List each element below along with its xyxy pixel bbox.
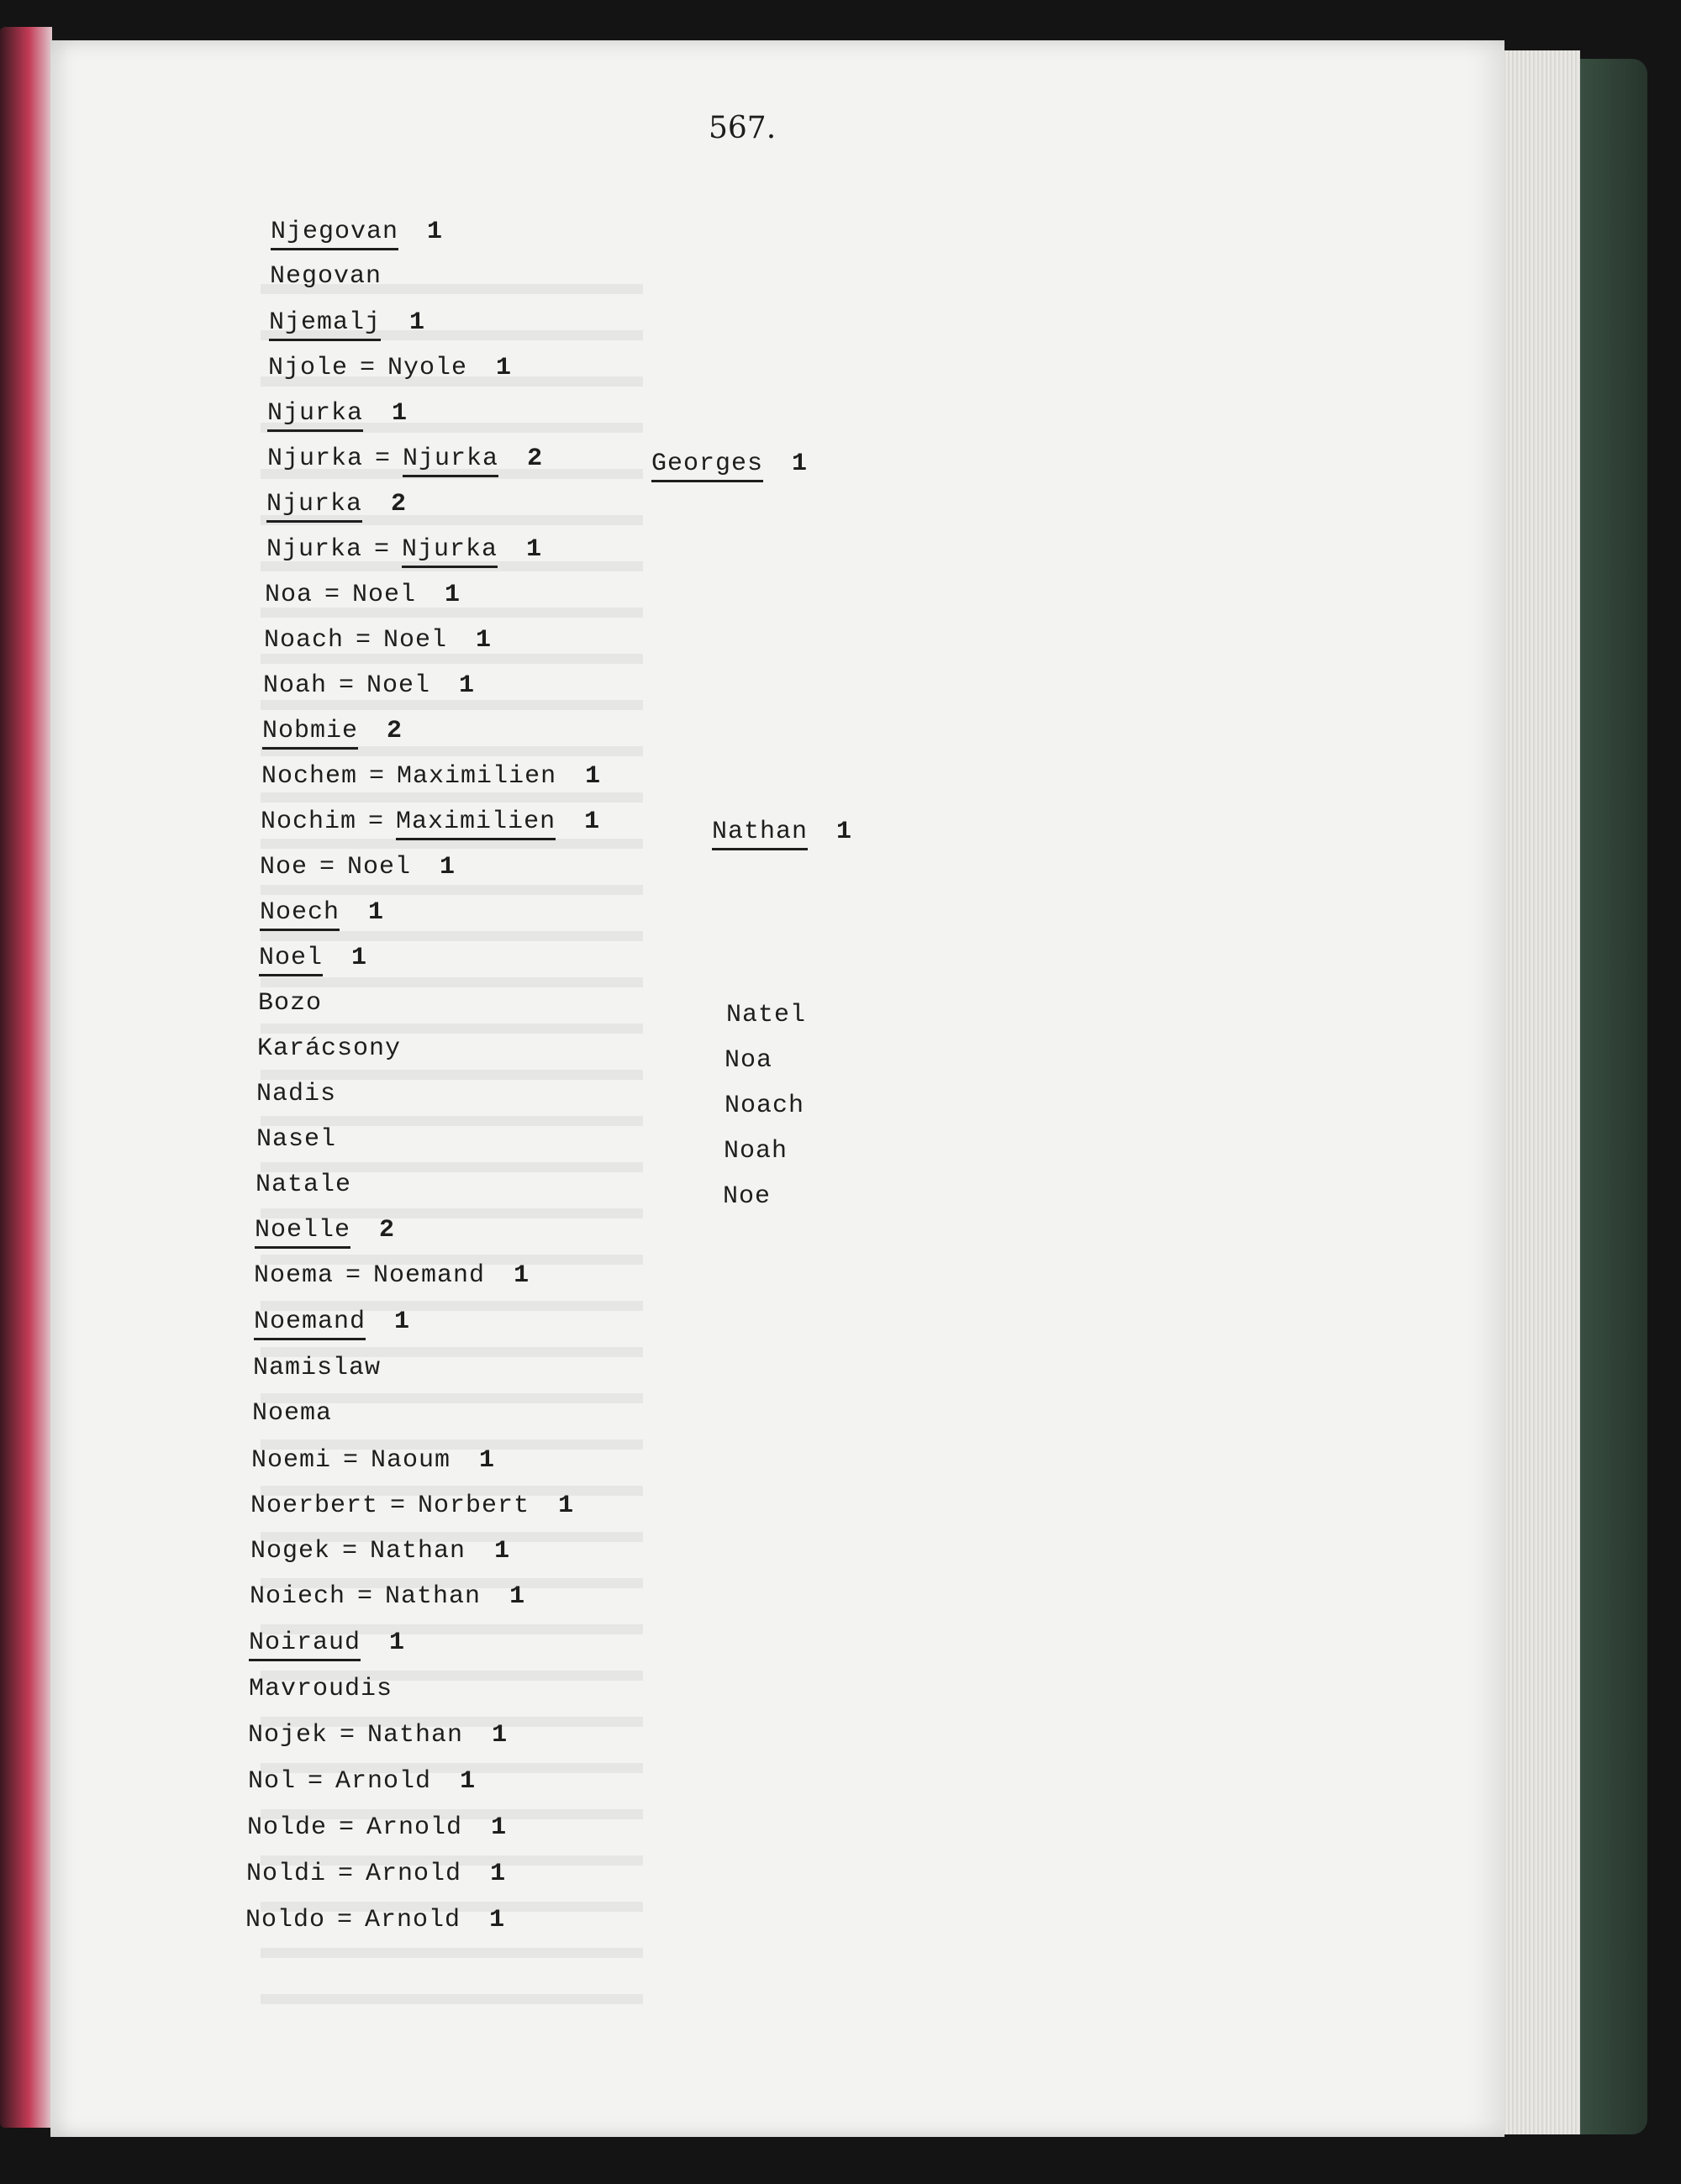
entry-name: Georges (651, 450, 763, 482)
entry-name: Noa (725, 1046, 773, 1075)
list-item (267, 398, 408, 429)
entry-count: 1 (792, 450, 809, 478)
list-item (256, 1079, 336, 1109)
entry-target: Noemand (373, 1261, 486, 1290)
entry-name: Njurka (267, 399, 363, 432)
list-item (249, 1674, 393, 1704)
entry-count: 1 (389, 1629, 406, 1657)
entry-name: Nojek (248, 1721, 329, 1750)
entry-name: Noech (260, 898, 340, 931)
entry-name: Noema (254, 1261, 335, 1290)
entry-count: 1 (526, 535, 543, 564)
entry-count: 1 (440, 853, 456, 881)
list-item (245, 1905, 505, 1935)
entry-name: Nadis (256, 1080, 337, 1108)
equals-sign: = (369, 762, 386, 791)
list-item (724, 1136, 788, 1166)
entry-name: Nol (248, 1767, 297, 1796)
list-item (269, 308, 425, 338)
list-item (270, 261, 382, 292)
list-item (263, 671, 475, 701)
equals-sign: = (308, 1767, 324, 1796)
entry-target: Nyole (387, 354, 468, 382)
entry-name: Nobmie (262, 717, 358, 750)
entry-count: 2 (527, 445, 544, 473)
equals-sign: = (343, 1446, 360, 1475)
entry-name: Negovan (270, 262, 382, 291)
entry-target: Arnold (335, 1767, 432, 1796)
entry-count: 2 (387, 717, 403, 745)
equals-sign: = (319, 853, 336, 881)
entry-name: Noerbert (250, 1492, 379, 1520)
entry-target: Njurka (402, 535, 498, 568)
entry-target: Arnold (365, 1906, 461, 1934)
entry-name: Nogek (250, 1537, 331, 1566)
entry-count: 1 (445, 581, 461, 609)
entry-target: Arnold (366, 1860, 462, 1888)
list-item (260, 852, 456, 882)
show-through-text (261, 250, 1353, 2015)
entry-count: 2 (379, 1216, 396, 1245)
entry-count: 1 (409, 308, 426, 337)
entry-name: Noach (725, 1092, 805, 1120)
entry-name: Namislaw (253, 1354, 382, 1382)
list-item (252, 1398, 332, 1429)
list-item (256, 1124, 336, 1155)
entry-name: Noiraud (249, 1629, 361, 1661)
equals-sign: = (342, 1537, 359, 1566)
entry-count: 1 (351, 944, 368, 972)
list-item (250, 1581, 525, 1612)
entry-count: 1 (492, 1721, 509, 1750)
equals-sign: = (390, 1492, 407, 1520)
entry-name: Natale (256, 1171, 352, 1199)
entry-count: 2 (391, 490, 408, 518)
entry-name: Noema (252, 1399, 333, 1428)
list-item (261, 761, 601, 792)
entry-name: Njole (268, 354, 349, 382)
entry-count: 1 (476, 626, 493, 655)
entry-target: Nathan (385, 1582, 482, 1611)
equals-sign: = (339, 1813, 356, 1842)
entry-count: 1 (585, 762, 602, 791)
list-item (246, 1859, 506, 1889)
list-item (271, 217, 443, 247)
entry-target: Noel (383, 626, 448, 655)
equals-sign: = (338, 1860, 355, 1888)
entry-count: 1 (514, 1261, 530, 1290)
equals-sign: = (368, 808, 385, 836)
list-item (255, 1215, 395, 1245)
entry-name: Nasel (256, 1125, 337, 1154)
entry-target: Arnold (366, 1813, 463, 1842)
list-item (254, 1307, 410, 1337)
list-item (250, 1491, 574, 1521)
entry-target: Noel (347, 853, 412, 881)
entry-name: Natel (726, 1001, 807, 1029)
entry-name: Nochem (261, 762, 358, 791)
entry-name: Noe (260, 853, 308, 881)
entry-target: Norbert (418, 1492, 530, 1520)
entry-target: Njurka (403, 445, 498, 477)
entry-name: Njurka (266, 490, 362, 523)
entry-name: Nolde (247, 1813, 328, 1842)
entry-name: Noelle (255, 1216, 350, 1249)
entry-count: 1 (558, 1492, 575, 1520)
entry-count: 1 (459, 671, 476, 700)
entry-count: 1 (509, 1582, 526, 1611)
list-item (267, 444, 543, 474)
entry-count: 1 (460, 1767, 477, 1796)
list-item (258, 988, 322, 1018)
equals-sign: = (360, 354, 377, 382)
entry-name: Noe (723, 1182, 772, 1211)
entry-name: Njurka (267, 445, 364, 473)
entry-target: Maximilien (396, 808, 556, 840)
list-item (265, 580, 461, 610)
entry-count: 1 (479, 1446, 496, 1475)
list-item (651, 449, 808, 479)
list-item (256, 1170, 351, 1200)
book-spine-left (0, 27, 52, 2128)
equals-sign: = (375, 445, 392, 473)
entry-name: Nochim (261, 808, 357, 836)
entry-target: Maximilien (397, 762, 557, 791)
list-item (712, 817, 852, 847)
list-item (260, 897, 384, 928)
list-item (257, 1034, 401, 1064)
entry-count: 1 (494, 1537, 511, 1566)
entry-name: Njemalj (269, 308, 381, 341)
entry-name: Noa (265, 581, 314, 609)
list-item (262, 716, 403, 746)
entry-count: 1 (489, 1906, 506, 1934)
entry-count: 1 (392, 399, 408, 428)
equals-sign: = (345, 1261, 362, 1290)
entry-count: 1 (496, 354, 513, 382)
entry-name: Noiech (250, 1582, 346, 1611)
equals-sign: = (324, 581, 341, 609)
list-item (248, 1720, 508, 1750)
entry-name: Mavroudis (249, 1675, 393, 1703)
entry-name: Noah (263, 671, 328, 700)
list-item (725, 1091, 804, 1121)
entry-count: 1 (836, 818, 853, 846)
entry-name: Bozo (258, 989, 323, 1018)
entry-count: 1 (394, 1308, 411, 1336)
list-item (253, 1353, 381, 1383)
entry-target: Nathan (370, 1537, 466, 1566)
entry-target: Naoum (371, 1446, 451, 1475)
list-item (259, 943, 367, 973)
list-item (247, 1813, 507, 1843)
entry-name: Njegovan (271, 218, 398, 250)
entry-count: 1 (584, 808, 601, 836)
list-item (266, 534, 542, 565)
entry-name: Noldo (245, 1906, 326, 1934)
list-item (268, 353, 512, 383)
equals-sign: = (337, 1906, 354, 1934)
page-number: 567. (709, 111, 777, 145)
entry-name: Noldi (246, 1860, 327, 1888)
list-item (264, 625, 492, 655)
equals-sign: = (339, 671, 356, 700)
list-item (248, 1766, 476, 1797)
equals-sign: = (374, 535, 391, 564)
list-item (725, 1045, 772, 1076)
list-item (254, 1260, 530, 1291)
list-item (266, 489, 407, 519)
list-item (251, 1445, 495, 1476)
equals-sign: = (357, 1582, 374, 1611)
entry-name: Noemi (251, 1446, 332, 1475)
list-item (249, 1628, 405, 1658)
entry-target: Noel (366, 671, 431, 700)
list-item (250, 1536, 510, 1566)
entry-count: 1 (491, 1813, 508, 1842)
entry-name: Noemand (254, 1308, 366, 1340)
entry-name: Noach (264, 626, 345, 655)
entry-count: 1 (368, 898, 385, 927)
entry-name: Njurka (266, 535, 363, 564)
entry-target: Nathan (367, 1721, 464, 1750)
entry-name: Noel (259, 944, 323, 976)
entry-count: 1 (490, 1860, 507, 1888)
entry-name: Nathan (712, 818, 808, 850)
list-item (261, 807, 600, 837)
list-item (723, 1181, 771, 1212)
list-item (726, 1000, 806, 1030)
entry-name: Karácsony (257, 1034, 402, 1063)
entry-target: Noel (352, 581, 417, 609)
equals-sign: = (356, 626, 372, 655)
entry-name: Noah (724, 1137, 788, 1166)
entry-count: 1 (427, 218, 444, 246)
equals-sign: = (340, 1721, 356, 1750)
